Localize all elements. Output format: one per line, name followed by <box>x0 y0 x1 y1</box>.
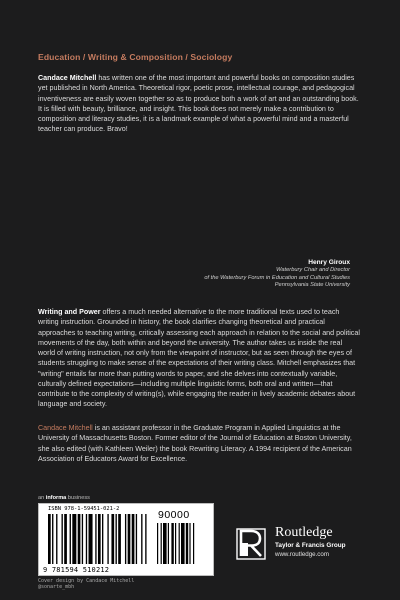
barcode-addon-bar <box>189 523 190 564</box>
informa-business-note: an informa business <box>38 495 90 501</box>
publisher-block <box>275 525 346 558</box>
barcode-bar <box>64 514 67 564</box>
barcode-bar <box>107 514 108 564</box>
barcode-bar <box>145 514 146 564</box>
cover-credit <box>38 578 134 590</box>
barcode-addon-bar <box>193 523 194 564</box>
barcode-addon-bar <box>186 523 188 564</box>
barcode-bar <box>78 514 81 564</box>
endorsement-paragraph <box>38 73 360 135</box>
isbn-barcode <box>38 503 214 576</box>
barcode-addon-bar <box>163 523 167 564</box>
barcode-bar <box>48 514 51 564</box>
price-code: 90000 <box>158 509 190 521</box>
barcode-bar <box>128 514 131 564</box>
bio-lead: Candace Mitchell <box>38 424 93 432</box>
barcode-bar <box>72 514 76 564</box>
routledge-logo-icon <box>233 523 269 563</box>
barcode-addon-bar <box>181 523 185 564</box>
barcode-bar <box>70 514 71 564</box>
informa-brand: informa <box>45 495 67 501</box>
barcode-addon-bar <box>161 523 162 564</box>
description-paragraph <box>38 307 360 410</box>
description-lead: Writing and Power <box>38 308 101 316</box>
bio-text: is an assistant professor in the Graduate Program in Applied Linguistics at the University of Massachusetts Boston. Former editor of the Journal of Education at Boston University, she also edited (with Kathleen Weiler) the book Rewriting Literacy. A 1994 recipient of the American Association of Educators Award for Excellence. <box>38 424 352 463</box>
barcode-bar <box>52 514 53 564</box>
publisher-name: Routledge <box>275 525 333 540</box>
endorser-role: Waterbury Chair and Director <box>276 267 350 274</box>
subject-category: Education / Writing & Composition / Sociology <box>38 52 233 62</box>
photo-credit: @sonarte_mbh <box>38 584 75 591</box>
barcode-bar <box>82 514 83 564</box>
barcode-bar <box>136 514 137 564</box>
barcode-bar <box>125 514 126 564</box>
barcode-bar <box>89 514 93 564</box>
barcode-addon-bar <box>179 523 180 564</box>
barcode-bar <box>62 514 63 564</box>
barcode-bar <box>132 514 135 564</box>
barcode-addon-bar <box>157 523 158 564</box>
author-bio-paragraph <box>38 423 360 464</box>
endorsement-lead: Candace Mitchell <box>38 74 97 82</box>
barcode-bar <box>116 514 117 564</box>
endorser-university: Pennsylvania State University <box>274 282 350 289</box>
barcode-bar <box>102 514 103 564</box>
isbn-number: ISBN 978-1-59451-021-2 <box>48 506 120 512</box>
endorser-name: Henry Giroux <box>308 259 350 266</box>
barcode-bar <box>111 514 114 564</box>
barcode-bar <box>86 514 87 564</box>
publisher-group: Taylor & Francis Group <box>275 542 346 549</box>
barcode-addon-bar <box>168 523 169 564</box>
barcode-bar <box>141 514 142 564</box>
description-text: offers a much needed alternative to the more traditional texts used to teach writing instruction. Grounded in history, the book clarifies changing theoretical and practical approaches to teaching writing, critically assessing each approach in relation to the social and political movements of the day, both within and beyond the university. The author takes us inside the real world of writing instruction, not only from the viewpoint of instructor, but as seen through the eyes of students struggling to make sense of the expectations of their writing class. Mitchell emphasizes that "writing" entails far more than putting words to paper, and she delves into contextually variable, culturally defined expectations—including multiple linguistic forms, both oral and written—that contribute to the complexity of writing(s), while engaging the reader in lively academic debates about language and society. <box>38 308 360 409</box>
barcode-addon-bar <box>175 523 176 564</box>
endorser-forum: of the Waterbury Forum in Education and Cultural Studies <box>204 274 350 281</box>
endorser-signature <box>90 259 350 290</box>
cover-design-credit: Cover design by Candace Mitchell <box>38 578 135 584</box>
barcode-bar <box>95 514 96 564</box>
barcode-addon-bar <box>171 523 173 564</box>
publisher-url: www.routledge.com <box>275 551 329 558</box>
endorsement-text: has written one of the most important and powerful books on composition studies yet published in North America. Theoretical rigor, poetic prose, intellectual courage, and pedagogical inventiveness are easily woven together so as to produce both a work of art and an outstanding book. It is filled with beauty, brilliance, and insight. This book does not merely make a contribution to composition and literacy studies, it is a landmark example of what a powerful mind and a masterful teacher can produce. Bravo! <box>38 74 359 134</box>
barcode-bar <box>118 514 121 564</box>
barcode-bar <box>98 514 101 564</box>
ean-digits: 9 781594 510212 <box>43 566 110 574</box>
barcode-bar <box>56 514 57 564</box>
